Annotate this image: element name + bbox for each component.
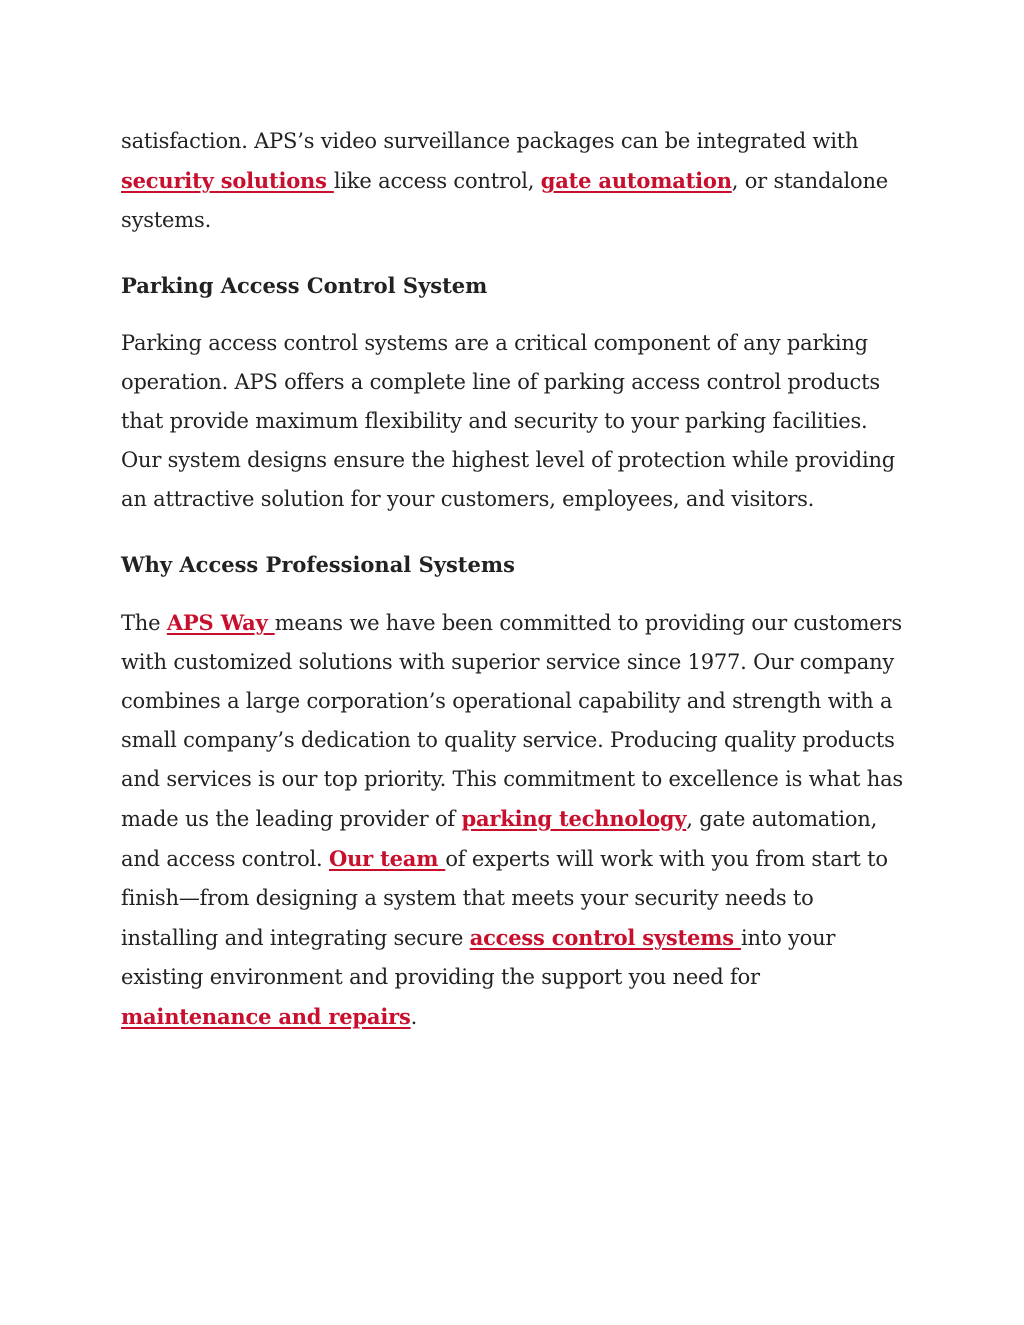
- why-text-6: .: [410, 1005, 418, 1029]
- why-text-4: of experts will work with you from start to finish—from designing a system that meets your security needs to installing and integrating secure: [121, 847, 888, 950]
- document-page: [121, 122, 911, 1037]
- why-section-heading: Why Access Professional Systems: [121, 552, 515, 577]
- maintenance-repairs-link[interactable]: maintenance and repairs: [121, 1004, 411, 1029]
- intro-text-1: satisfaction. APS’s video surveillance packages can be integrated with: [121, 129, 859, 153]
- access-control-systems-link[interactable]: access control systems: [469, 925, 741, 950]
- why-text-3: , gate automation, and access control.: [121, 807, 878, 871]
- our-team-link[interactable]: Our team: [328, 846, 446, 871]
- aps-way-link[interactable]: APS Way: [166, 610, 275, 635]
- parking-technology-link[interactable]: parking technology: [461, 806, 687, 831]
- why-section-paragraph: [121, 603, 911, 1037]
- intro-text-2: like access control,: [333, 169, 541, 193]
- parking-section-paragraph: Parking access control systems are a critical component of any parking operation. APS offers a complete line of parking access control products that provide maximum flexibility and security to your parking facilities. Our system designs ensure the highest level of protection while providing an attractive solution for your customers, employees, and visitors.: [121, 331, 896, 511]
- security-solutions-link[interactable]: security solutions: [121, 168, 334, 193]
- gate-automation-link[interactable]: gate automation: [540, 168, 732, 193]
- why-text-2: means we have been committed to providing our customers with customized solutions with superior service since 1977. Our company combines a large corporation’s operational capability and strength with a small company’s dedication to quality service. Producing quality products and services is our top priority. This commitment to excellence is what has made us the leading provider of: [121, 611, 903, 831]
- why-text-5: into your existing environment and providing the support you need for: [121, 926, 836, 989]
- intro-text-3: , or standalone systems.: [121, 169, 889, 232]
- intro-paragraph: [121, 122, 911, 240]
- parking-section-heading: Parking Access Control System: [121, 273, 488, 298]
- why-text-1: The: [121, 611, 167, 635]
